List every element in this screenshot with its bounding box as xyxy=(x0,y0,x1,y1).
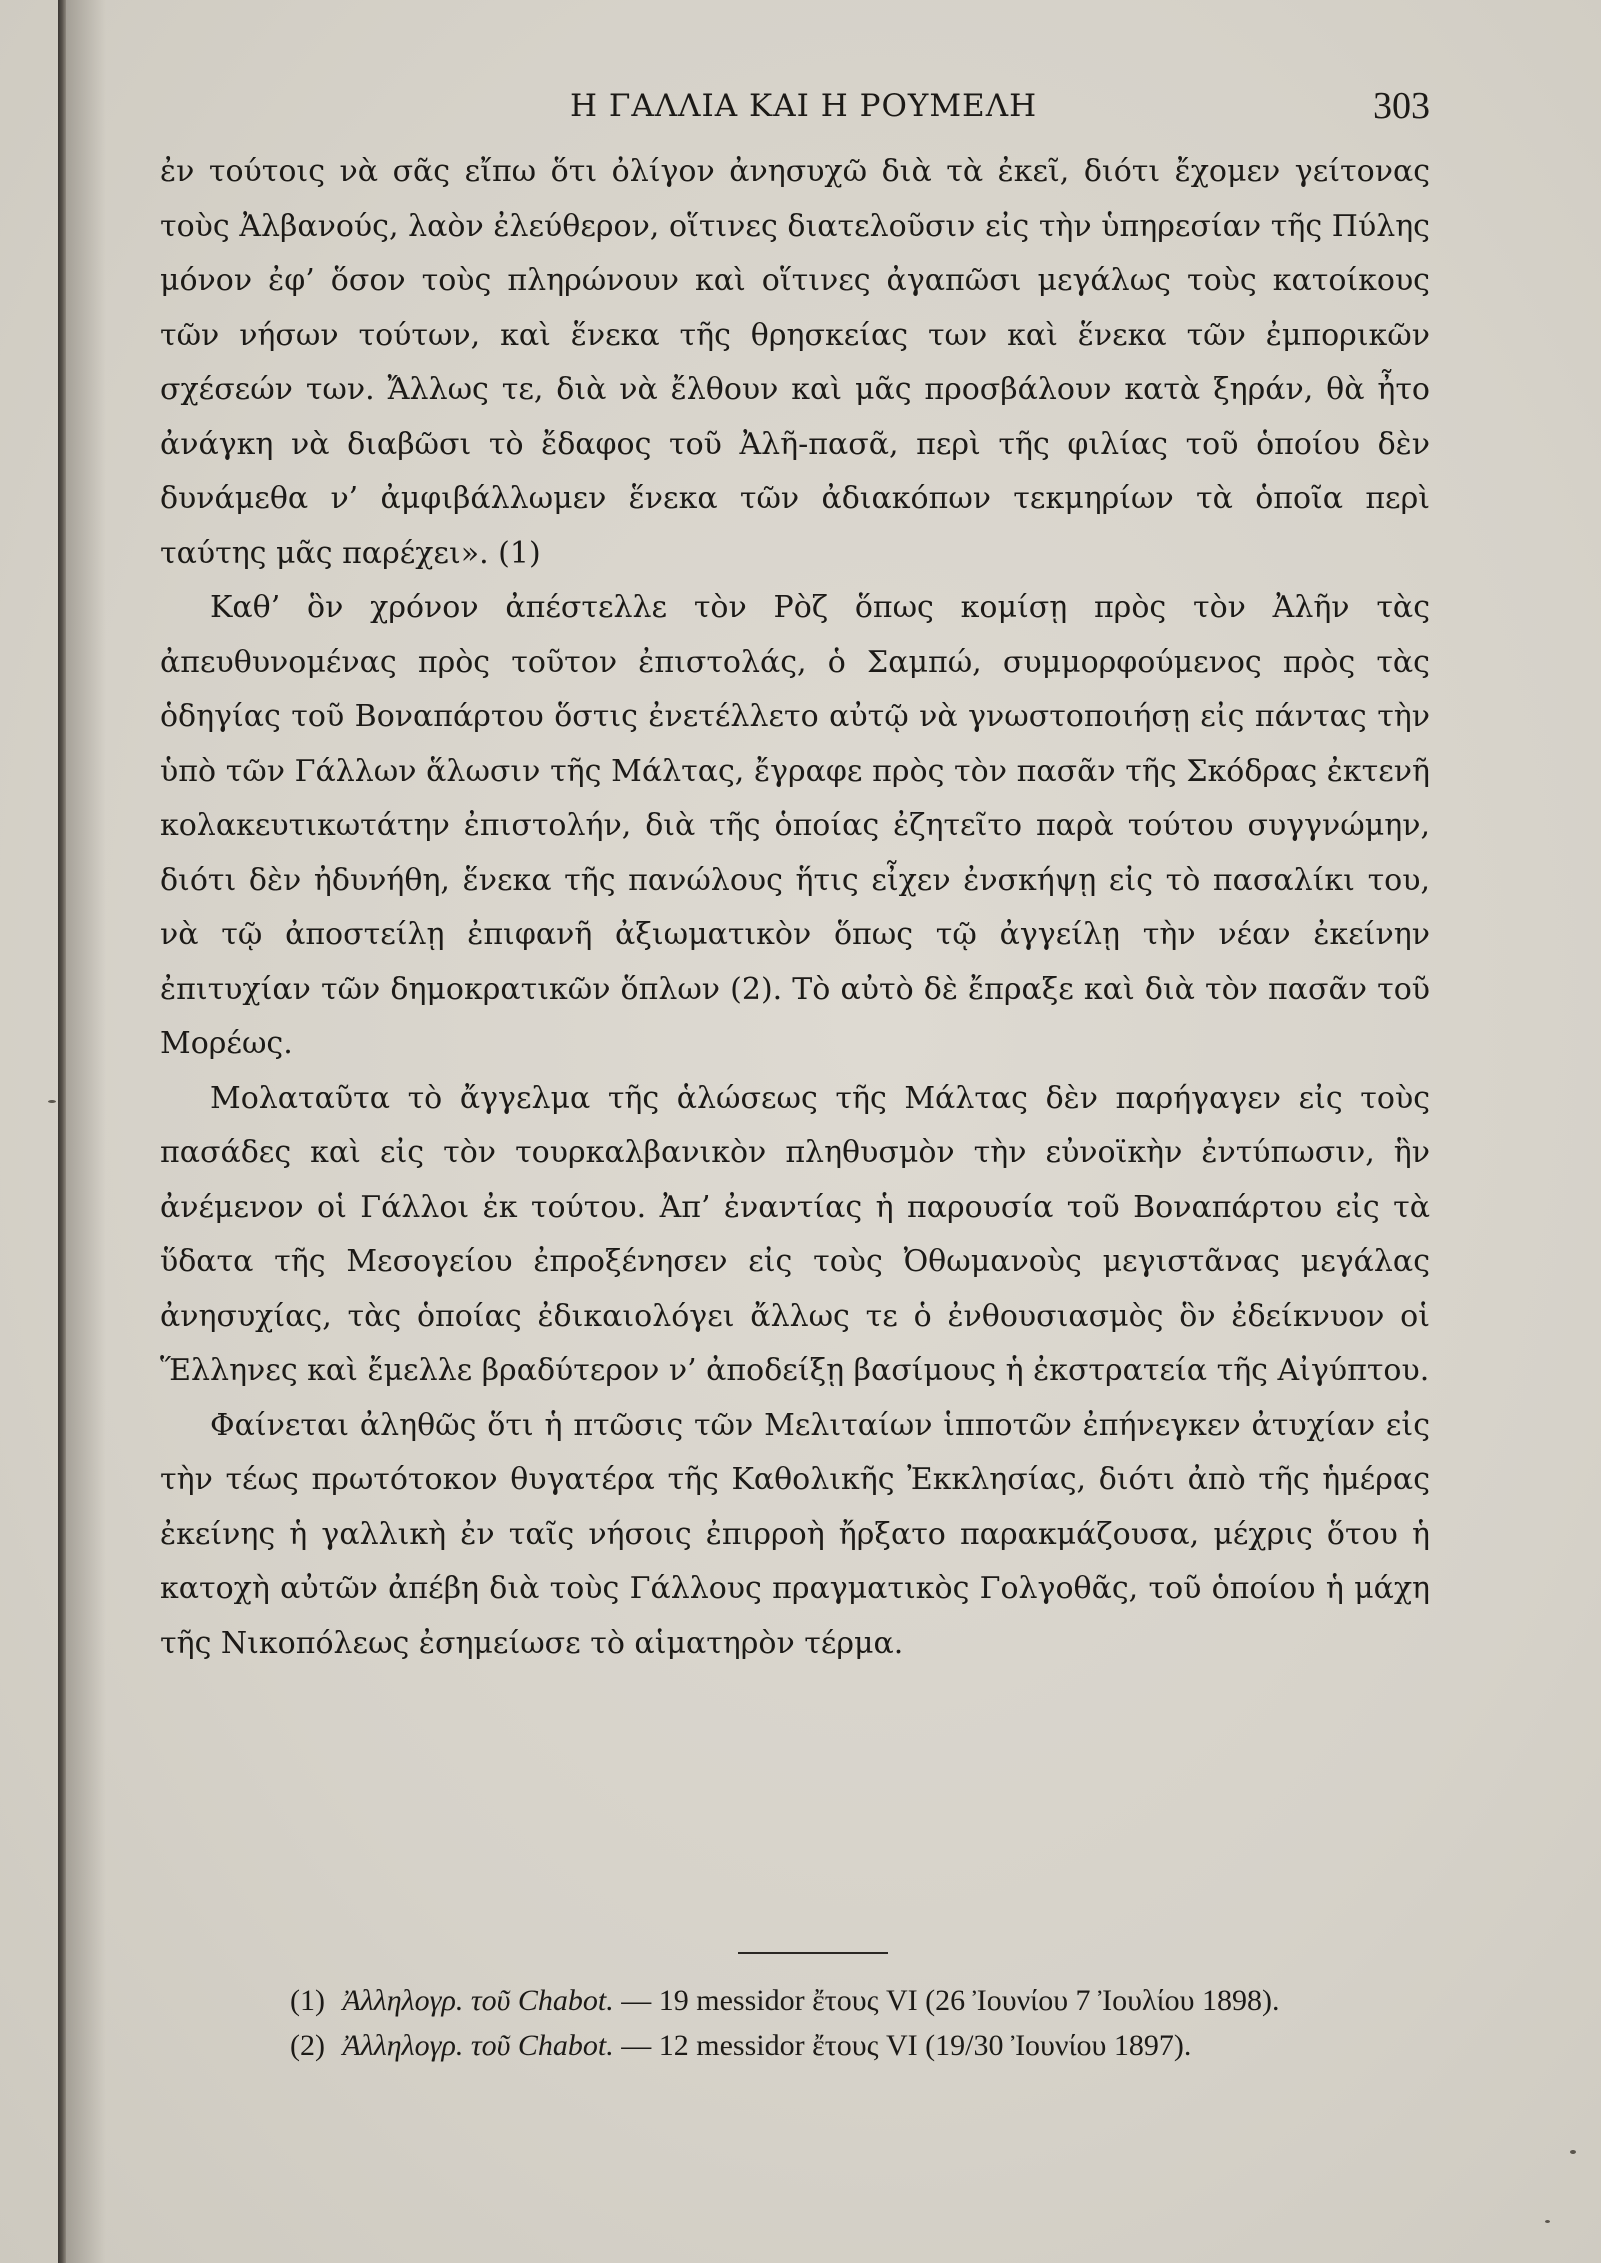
page-number: 303 xyxy=(1373,85,1430,127)
page-header xyxy=(570,84,1430,134)
footnotes xyxy=(290,1978,1430,2068)
footnote-separator xyxy=(738,1952,888,1954)
paragraph-3: Μολαταῦτα τὸ ἄγγελμα τῆς ἁλώσεως τῆς Μάλτας δὲν παρήγαγεν εἰς τοὺς πασάδες καὶ εἰς τὸν τουρκαλβανικὸν πληθυσμὸν τὴν εὐνοϊκὴν ἐντύπωσιν, ἣν ἀνέμενον οἱ Γάλλοι ἐκ τούτου. Ἀπ’ ἐναντίας ἡ παρουσία τοῦ Βοναπάρτου εἰς τὰ ὕδατα τῆς Μεσογείου ἐπροξένησεν εἰς τοὺς Ὀθωμανοὺς μεγιστᾶνας μεγάλας ἀνησυχίας, τὰς ὁποίας ἐδικαιολόγει ἄλλως τε ὁ ἐνθουσιασμὸς ὃν ἐδείκνυον οἱ Ἕλληνες καὶ ἔμελλε βραδύτερον ν’ ἀποδείξῃ βασίμους ἡ ἐκστρατεία τῆς Αἰγύπτου. xyxy=(160,1080,1430,1388)
paper-speck xyxy=(1570,2150,1576,2154)
footnote-number: (1) xyxy=(290,1984,325,2017)
footnote-1 xyxy=(290,1978,1430,2023)
paragraph-2: Καθ’ ὃν χρόνον ἀπέστελλε τὸν Ρὸζ ὅπως κομίσῃ πρὸς τὸν Ἀλῆν τὰς ἀπευθυνομένας πρὸς τοῦτον ἐπιστολάς, ὁ Σαμπώ, συμμορφούμενος πρὸς τὰς ὁδηγίας τοῦ Βοναπάρτου ὅστις ἐνετέλλετο αὐτῷ νὰ γνωστοποιήσῃ εἰς πάντας τὴν ὑπὸ τῶν Γάλλων ἅλωσιν τῆς Μάλτας, ἔγραφε πρὸς τὸν πασᾶν τῆς Σκόδρας ἐκτενῆ κολακευτικωτάτην ἐπιστολήν, διὰ τῆς ὁποίας ἐζητεῖτο παρὰ τούτου συγγνώμην, διότι δὲν ἠδυνήθη, ἕνεκα τῆς πανώλους ἥτις εἶχεν ἐνσκήψῃ εἰς τὸ πασαλίκι του, νὰ τῷ ἀποστείλῃ ἐπιφανῆ ἀξιωματικὸν ὅπως τῷ ἀγγείλῃ τὴν νέαν ἐκείνην ἐπιτυχίαν τῶν δημοκρατικῶν ὅπλων (2). Τὸ αὐτὸ δὲ ἔπραξε καὶ διὰ τὸν πασᾶν τοῦ Μορέως. xyxy=(160,590,1430,1061)
paragraph-1: ἐν τούτοις νὰ σᾶς εἴπω ὅτι ὀλίγον ἀνησυχῶ διὰ τὰ ἐκεῖ, διότι ἔχομεν γείτονας τοὺς Ἀλβανούς, λαὸν ἐλεύθερον, οἵτινες διατελοῦσιν εἰς τὴν ὑπηρεσίαν τῆς Πύλης μόνον ἐφ’ ὅσον τοὺς πληρώνουν καὶ οἵτινες ἀγαπῶσι μεγάλως τοὺς κατοίκους τῶν νήσων τούτων, καὶ ἕνεκα τῆς θρησκείας των καὶ ἕνεκα τῶν ἐμπορικῶν σχέσεών των. Ἄλλως τε, διὰ νὰ ἔλθουν καὶ μᾶς προσβάλουν κατὰ ξηράν, θὰ ἦτο ἀνάγκη νὰ διαβῶσι τὸ ἔδαφος τοῦ Ἀλῆ-πασᾶ, περὶ τῆς φιλίας τοῦ ὁποίου δὲν δυνάμεθα ν’ ἀμφιβάλλωμεν ἕνεκα τῶν ἀδιακόπων τεκμηρίων τὰ ὁποῖα περὶ ταύτης μᾶς παρέχει». (1) xyxy=(160,154,1430,571)
body-text xyxy=(160,145,1430,1671)
running-title: Η ΓΑΛΛΙΑ ΚΑΙ Η ΡΟΥΜΕΛΗ xyxy=(570,88,1038,124)
paragraph-4: Φαίνεται ἀληθῶς ὅτι ἡ πτῶσις τῶν Μελιταίων ἱπποτῶν ἐπήνεγκεν ἀτυχίαν εἰς τὴν τέως πρωτότοκον θυγατέρα τῆς Καθολικῆς Ἐκκλησίας, διότι ἀπὸ τῆς ἡμέρας ἐκείνης ἡ γαλλικὴ ἐν ταῖς νήσοις ἐπιρροὴ ἤρξατο παρακμάζουσα, μέχρις ὅτου ἡ κατοχὴ αὐτῶν ἀπέβη διὰ τοὺς Γάλλους πραγματικὸς Γολγοθᾶς, τοῦ ὁποίου ἡ μάχη τῆς Νικοπόλεως ἐσημείωσε τὸ αἱματηρὸν τέρμα. xyxy=(160,1407,1430,1661)
footnote-2 xyxy=(290,2023,1430,2068)
paper-speck xyxy=(48,1100,56,1103)
book-spine xyxy=(58,0,66,2263)
footnote-reference: — 12 messidor ἔτους VI (19/30 Ἰουνίου 1897). xyxy=(621,2029,1192,2062)
footnote-reference: — 19 messidor ἔτους VI (26 Ἰουνίου 7 Ἰουλίου 1898). xyxy=(621,1984,1280,2017)
footnote-number: (2) xyxy=(290,2029,325,2062)
spine-shadow xyxy=(66,0,106,2263)
footnote-source: Ἀλληλογρ. τοῦ Chabot. xyxy=(342,2029,614,2062)
footnote-source: Ἀλληλογρ. τοῦ Chabot. xyxy=(342,1984,614,2017)
paper-speck xyxy=(1545,2220,1550,2223)
